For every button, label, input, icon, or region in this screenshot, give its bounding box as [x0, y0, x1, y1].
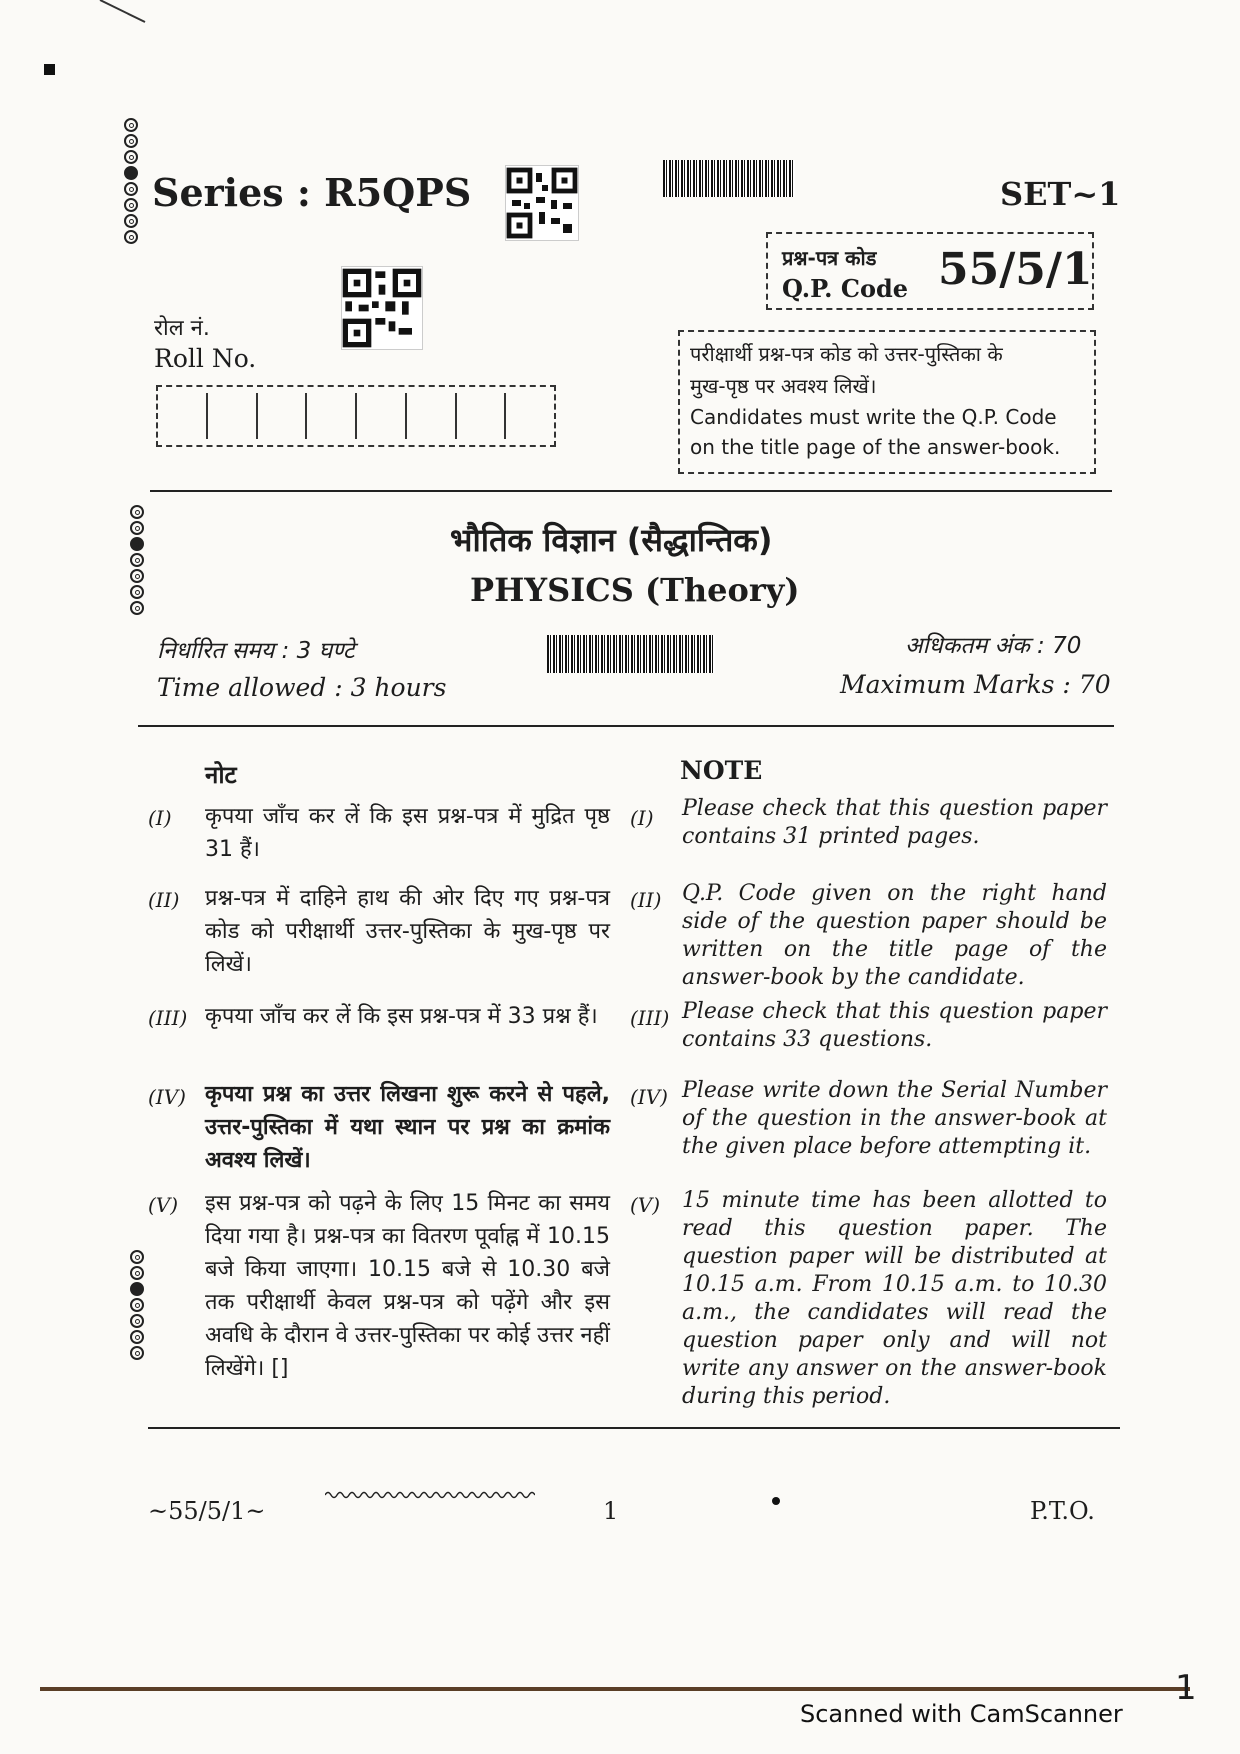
footer-pto: P.T.O. [1030, 1497, 1095, 1525]
note-title-hindi: नोट [205, 761, 237, 789]
instruction-hindi-line-1: परीक्षार्थी प्रश्न-पत्र कोड को उत्तर-पुस्तिका के [690, 342, 1003, 366]
note-item-hindi: इस प्रश्न-पत्र को पढ़ने के लिए 15 मिनट का समय दिया गया है। प्रश्न-पत्र का वितरण पूर्वाह्न में 10.15 बजे किया जाएगा। 10.15 बजे से 10.30 बजे तक परीक्षार्थी केवल प्रश्न-पत्र को पढ़ेंगे और इस अवधि के दौरान वे उत्तर-पुस्तिका पर कोई उत्तर नहीं लिखेंगे। [] [205, 1191, 610, 1381]
roll-digit-box[interactable] [457, 393, 507, 439]
note-item-english: Please check that this question paper contains 33 questions. [682, 999, 1107, 1052]
note-item-number-hindi: (I) [148, 806, 172, 830]
qr-code-top [505, 165, 579, 241]
note-item-number-hindi: (IV) [148, 1085, 186, 1109]
instruction-english-line-1: Candidates must write the Q.P. Code [690, 405, 1057, 429]
note-item-hindi: कृपया जाँच कर लें कि इस प्रश्न-पत्र में 33 प्रश्न हैं। [205, 1004, 598, 1029]
roll-label-hindi: रोल नं. [154, 316, 210, 341]
roll-digit-box[interactable] [407, 393, 457, 439]
instruction-english-line-2: on the title page of the answer-book. [690, 435, 1061, 459]
page-bottom-edge [40, 1687, 1190, 1691]
note-item-number-hindi: (V) [148, 1193, 179, 1217]
divider-1 [150, 490, 1112, 492]
qp-code-label-hindi: प्रश्न-पत्र कोड [782, 246, 877, 270]
roll-label-english: Roll No. [154, 344, 257, 373]
time-allowed-english: Time allowed : 3 hours [157, 673, 447, 702]
decorative-ring-strip-middle [130, 505, 144, 615]
subject-title-hindi: भौतिक विज्ञान (सैद्धान्तिक) [450, 521, 773, 559]
subject-title-english: PHYSICS (Theory) [470, 571, 800, 609]
note-item-english: Please check that this question paper contains 31 printed pages. [682, 796, 1107, 849]
instruction-box [678, 330, 1096, 474]
footer-dot [772, 1497, 780, 1505]
roll-digit-box[interactable] [258, 393, 308, 439]
note-item-number-english: (IV) [630, 1085, 668, 1109]
wavy-line-decoration [325, 1488, 535, 1502]
barcode-middle [547, 635, 715, 673]
registration-mark [44, 64, 55, 75]
set-label: SET~1 [1000, 175, 1121, 213]
note-item-hindi: कृपया जाँच कर लें कि इस प्रश्न-पत्र में मुद्रित पृष्ठ 31 हैं। [205, 804, 610, 862]
note-item-english: Q.P. Code given on the right hand side of the question paper should be written on the title page of the answer-book by the candidate. [682, 881, 1107, 990]
roll-number-boxes[interactable] [156, 385, 556, 447]
divider-2 [138, 725, 1114, 727]
roll-digit-box[interactable] [357, 393, 407, 439]
roll-digit-box[interactable] [506, 393, 554, 439]
qp-code-label-english: Q.P. Code [782, 274, 909, 303]
qp-code-value: 55/5/1 [938, 244, 1093, 295]
barcode-top [663, 160, 795, 197]
edge-mark: 1 [1175, 1668, 1197, 1708]
series-label: Series : R5QPS [152, 170, 472, 215]
decorative-ring-strip-top [124, 118, 138, 244]
decorative-ring-strip-bottom [130, 1250, 144, 1360]
qr-code-roll [341, 266, 423, 350]
footer-page-number: 1 [603, 1497, 619, 1525]
note-item-number-english: (V) [630, 1193, 661, 1217]
qp-code-box [766, 232, 1094, 310]
roll-digit-box[interactable] [158, 393, 208, 439]
note-item-number-hindi: (III) [148, 1006, 188, 1030]
note-item-number-english: (III) [630, 1006, 670, 1030]
footer-paper-code: ~55/5/1~ [148, 1497, 266, 1525]
note-item-hindi: प्रश्न-पत्र में दाहिने हाथ की ओर दिए गए प्रश्न-पत्र कोड को परीक्षार्थी उत्तर-पुस्तिका के मुख-पृष्ठ पर लिखें। [205, 886, 610, 977]
divider-3 [148, 1427, 1120, 1429]
note-item-number-english: (II) [630, 888, 662, 912]
scanner-watermark: Scanned with CamScanner [800, 1700, 1123, 1728]
instruction-hindi-line-2: मुख-पृष्ठ पर अवश्य लिखें। [690, 374, 877, 398]
note-item-english: 15 minute time has been allotted to read this question paper. The question paper will be distributed at 10.15 a.m. From 10.15 a.m. to 10.30 a.m., the candidates will read the question paper only and will not write any answer on the answer-book during this period. [682, 1188, 1107, 1409]
max-marks-hindi: अधिकतम अंक : 70 [905, 633, 1082, 659]
roll-digit-box[interactable] [307, 393, 357, 439]
roll-digit-box[interactable] [208, 393, 258, 439]
max-marks-english: Maximum Marks : 70 [840, 670, 1111, 699]
note-item-number-english: (I) [630, 806, 654, 830]
note-item-number-hindi: (II) [148, 888, 180, 912]
time-allowed-hindi: निर्धारित समय : 3 घण्टे [157, 638, 355, 664]
corner-fold-mark [95, 0, 155, 30]
note-item-hindi: कृपया प्रश्न का उत्तर लिखना शुरू करने से पहले, उत्तर-पुस्तिका में यथा स्थान पर प्रश्न का क्रमांक अवश्य लिखें। [205, 1082, 610, 1173]
note-item-english: Please write down the Serial Number of the question in the answer-book at the given place before attempting it. [682, 1078, 1107, 1159]
note-title-english: NOTE [680, 756, 763, 785]
